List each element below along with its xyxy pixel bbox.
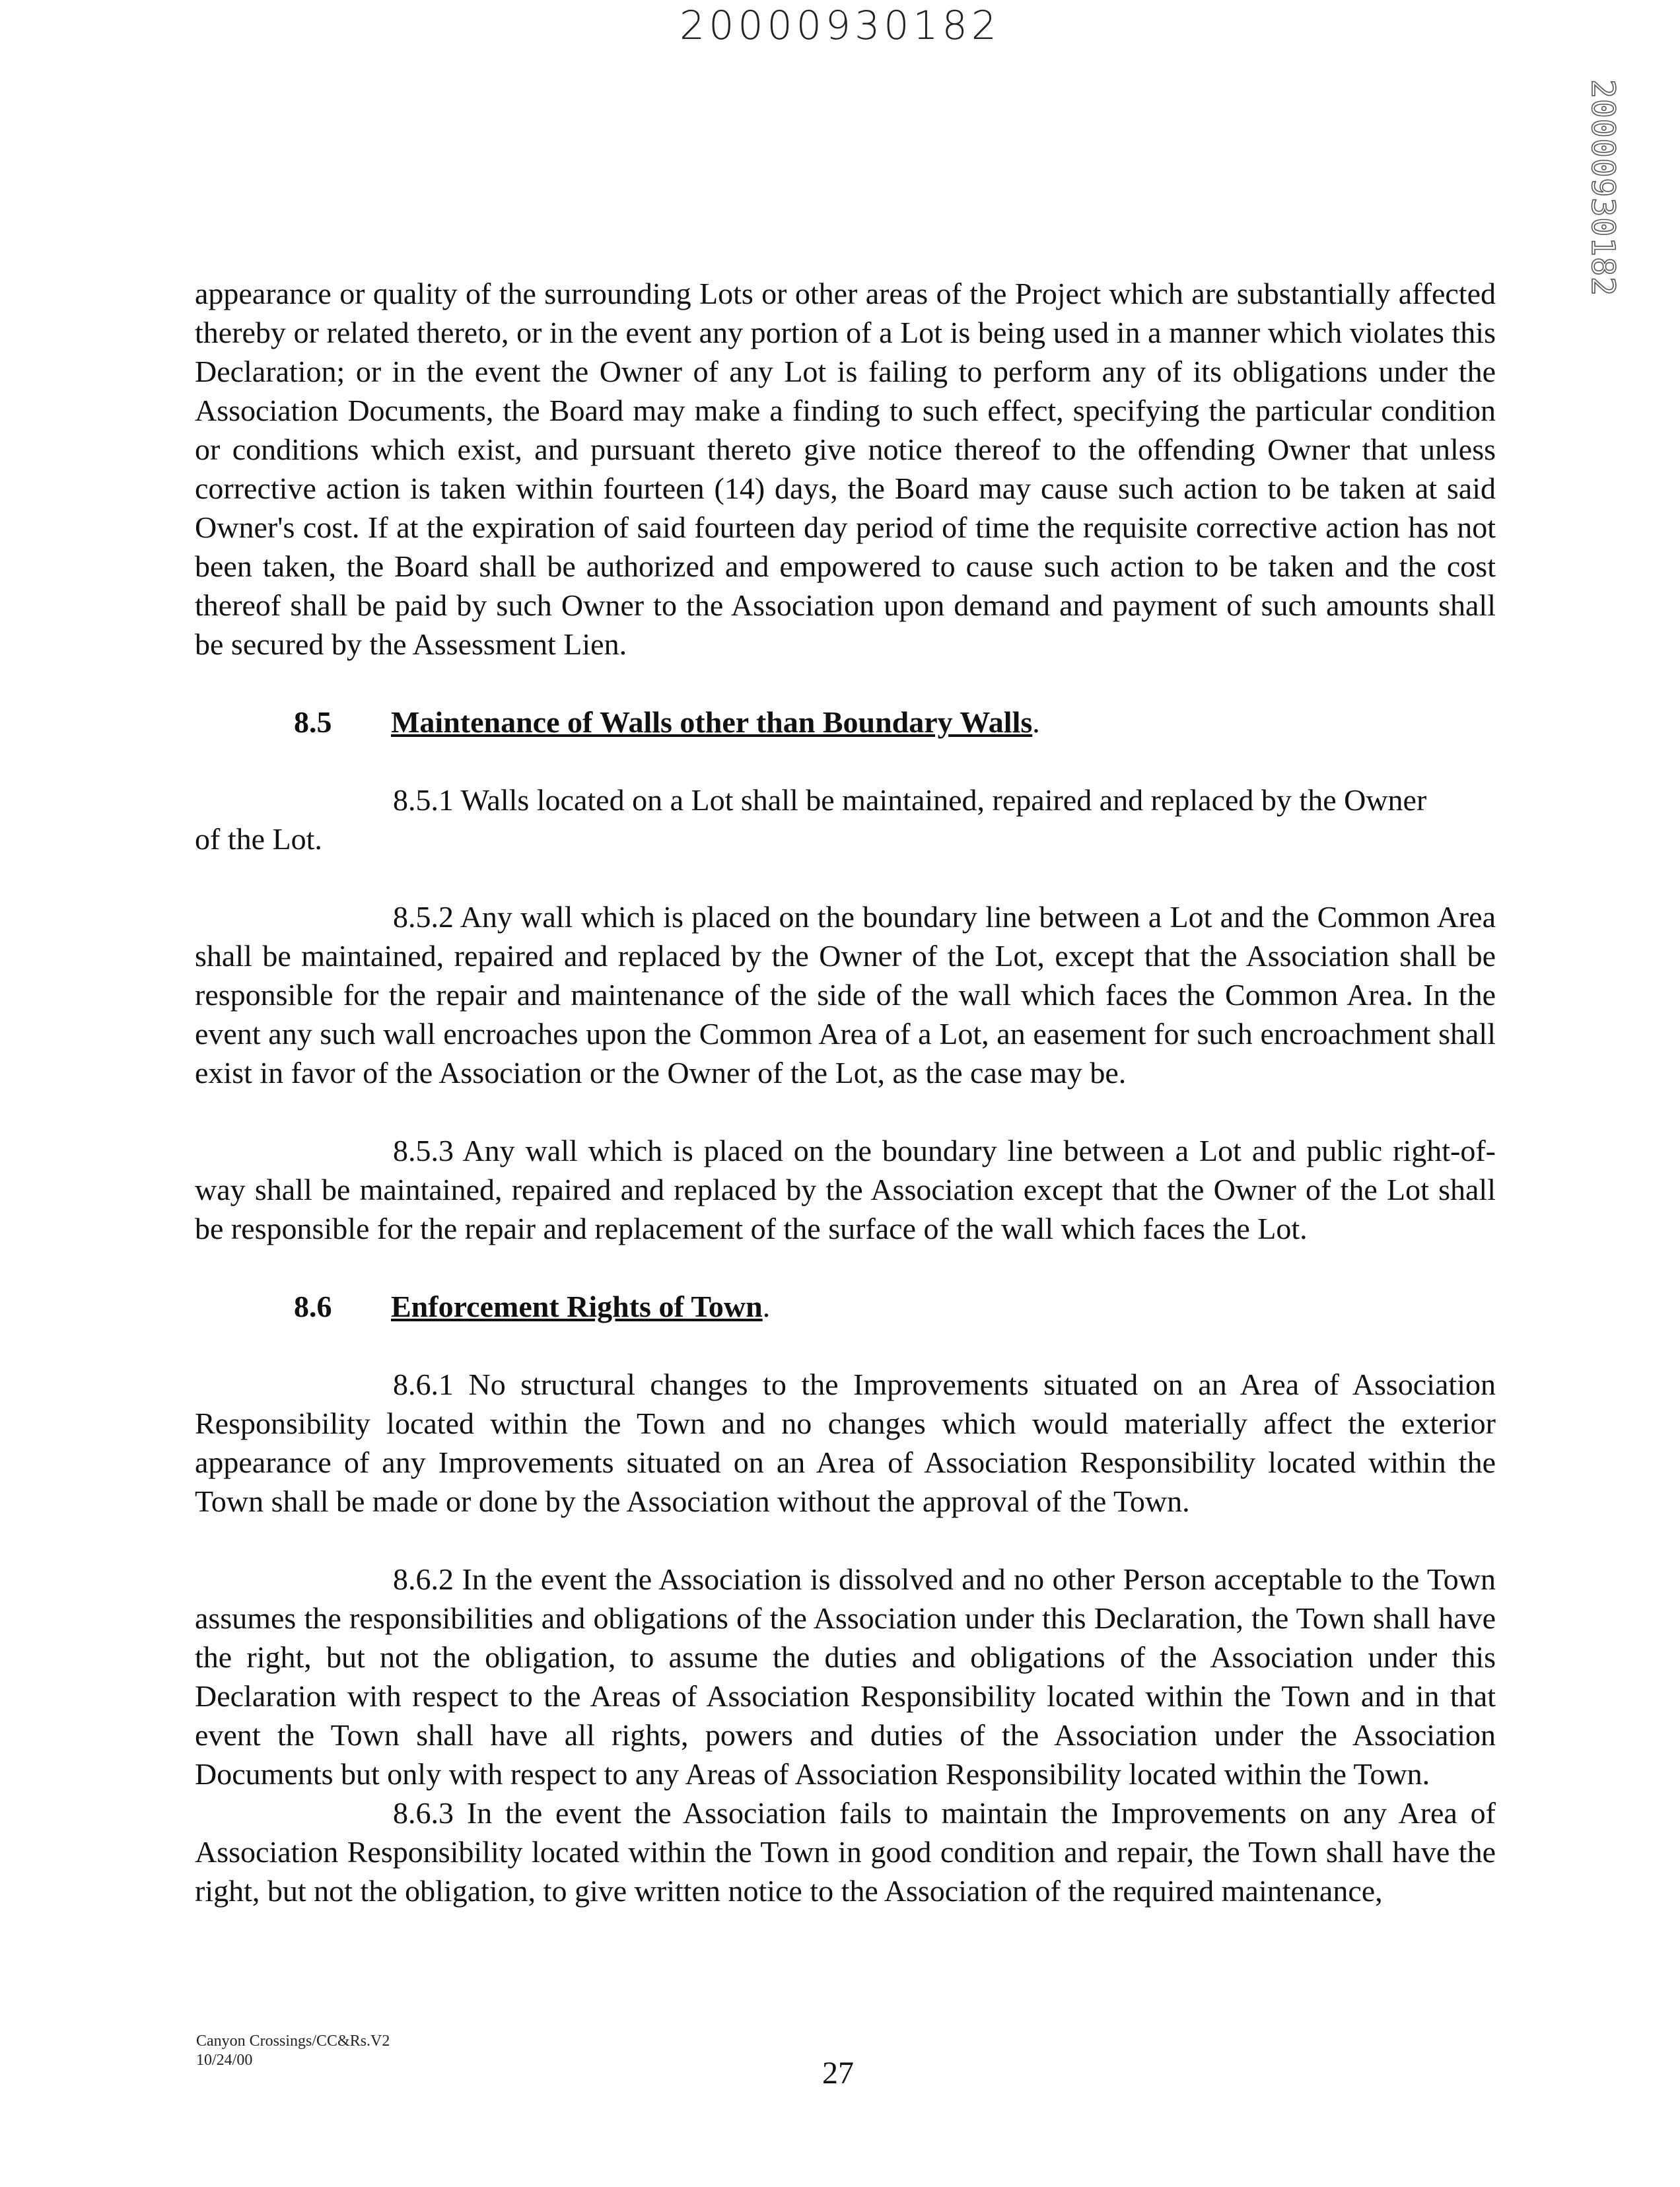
paragraph-8-6-2: 8.6.2 In the event the Association is dissolved and no other Person acceptable to the Town assumes the responsibilities and obligations of the Association under this Declaration, the Town shall have the right, but not the obligation, to assume the duties and obligations of the Association under this Declaration with respect to the Areas of Association Responsibility located within the Town and in that event the Town shall have all rights, powers and duties of the Association under the Association Documents but only with respect to any Areas of Association Responsibility located within the Town. [195,1562,1496,1791]
section-title: Maintenance of Walls other than Boundary Walls [391,705,1033,739]
section-number: 8.6 [294,1290,332,1323]
paragraph-8-6-3: 8.6.3 In the event the Association fails to maintain the Improvements on any Area of Association Responsibility located within the Town in good condition and repair, the Town shall have the right, but not the obligation, to give written notice to the Association of the required maintenance, [195,1796,1496,1908]
paragraph-8-5-1-line2: of the Lot. [195,822,322,856]
section-title: Enforcement Rights of Town [391,1290,763,1323]
paragraph-8-5-1-line1: 8.5.1 Walls located on a Lot shall be maintained, repaired and replaced by the Owner [393,783,1427,817]
section-heading-8-5: 8.5 Maintenance of Walls other than Boundary Walls. [195,703,1496,742]
paragraph-8-5-2: 8.5.2 Any wall which is placed on the boundary line between a Lot and the Common Area shall be maintained, repaired and replaced by the Owner of the Lot, except that the Association shall be responsible for the repair and maintenance of the side of the wall which faces the Common Area. In the event any such wall encroaches upon the Common Area of a Lot, an easement for such encroachment shall exist in favor of the Association or the Owner of the Lot, as the case may be. [195,900,1496,1090]
document-body [195,274,1496,1949]
footer-filename: Canyon Crossings/CC&Rs.V2 [196,2032,390,2050]
paragraph-continuation: appearance or quality of the surrounding Lots or other areas of the Project which are substantially affected thereby or related thereto, or in the event any portion of a Lot is being used in a manner which violates this Declaration; or in the event the Owner of any Lot is failing to perform any of its obligations under the Association Documents, the Board may make a finding to such effect, specifying the particular condition or conditions which exist, and pursuant thereto give notice thereof to the offending Owner that unless corrective action is taken within fourteen (14) days, the Board may cause such action to be taken at said Owner's cost. If at the expiration of said fourteen day period of time the requisite corrective action has not been taken, the Board shall be authorized and empowered to cause such action to be taken and the cost thereof shall be paid by such Owner to the Association upon demand and payment of such amounts shall be secured by the Assessment Lien. [195,277,1496,661]
footer-file-info [196,2032,390,2070]
paragraph-8-6-1: 8.6.1 No structural changes to the Improvements situated on an Area of Association Responsibility located within the Town and no changes which would materially affect the exterior appearance of any Improvements situated on an Area of Association Responsibility located within the Town shall be made or done by the Association without the approval of the Town. [195,1368,1496,1518]
paragraph-8-5-3: 8.5.3 Any wall which is placed on the boundary line between a Lot and public right-of-way shall be maintained, repaired and replaced by the Association except that the Owner of the Lot shall be responsible for the repair and replacement of the surface of the wall which faces the Lot. [195,1134,1496,1245]
page-number: 27 [822,2056,854,2091]
section-number: 8.5 [294,705,332,739]
document-number: 20000930182 [680,3,1000,49]
section-heading-8-6: 8.6 Enforcement Rights of Town. [195,1287,1496,1326]
footer-date: 10/24/00 [196,2052,253,2069]
side-document-stamp: 20000930182 [1584,79,1621,296]
paragraph-8-5-1 [195,781,1496,858]
